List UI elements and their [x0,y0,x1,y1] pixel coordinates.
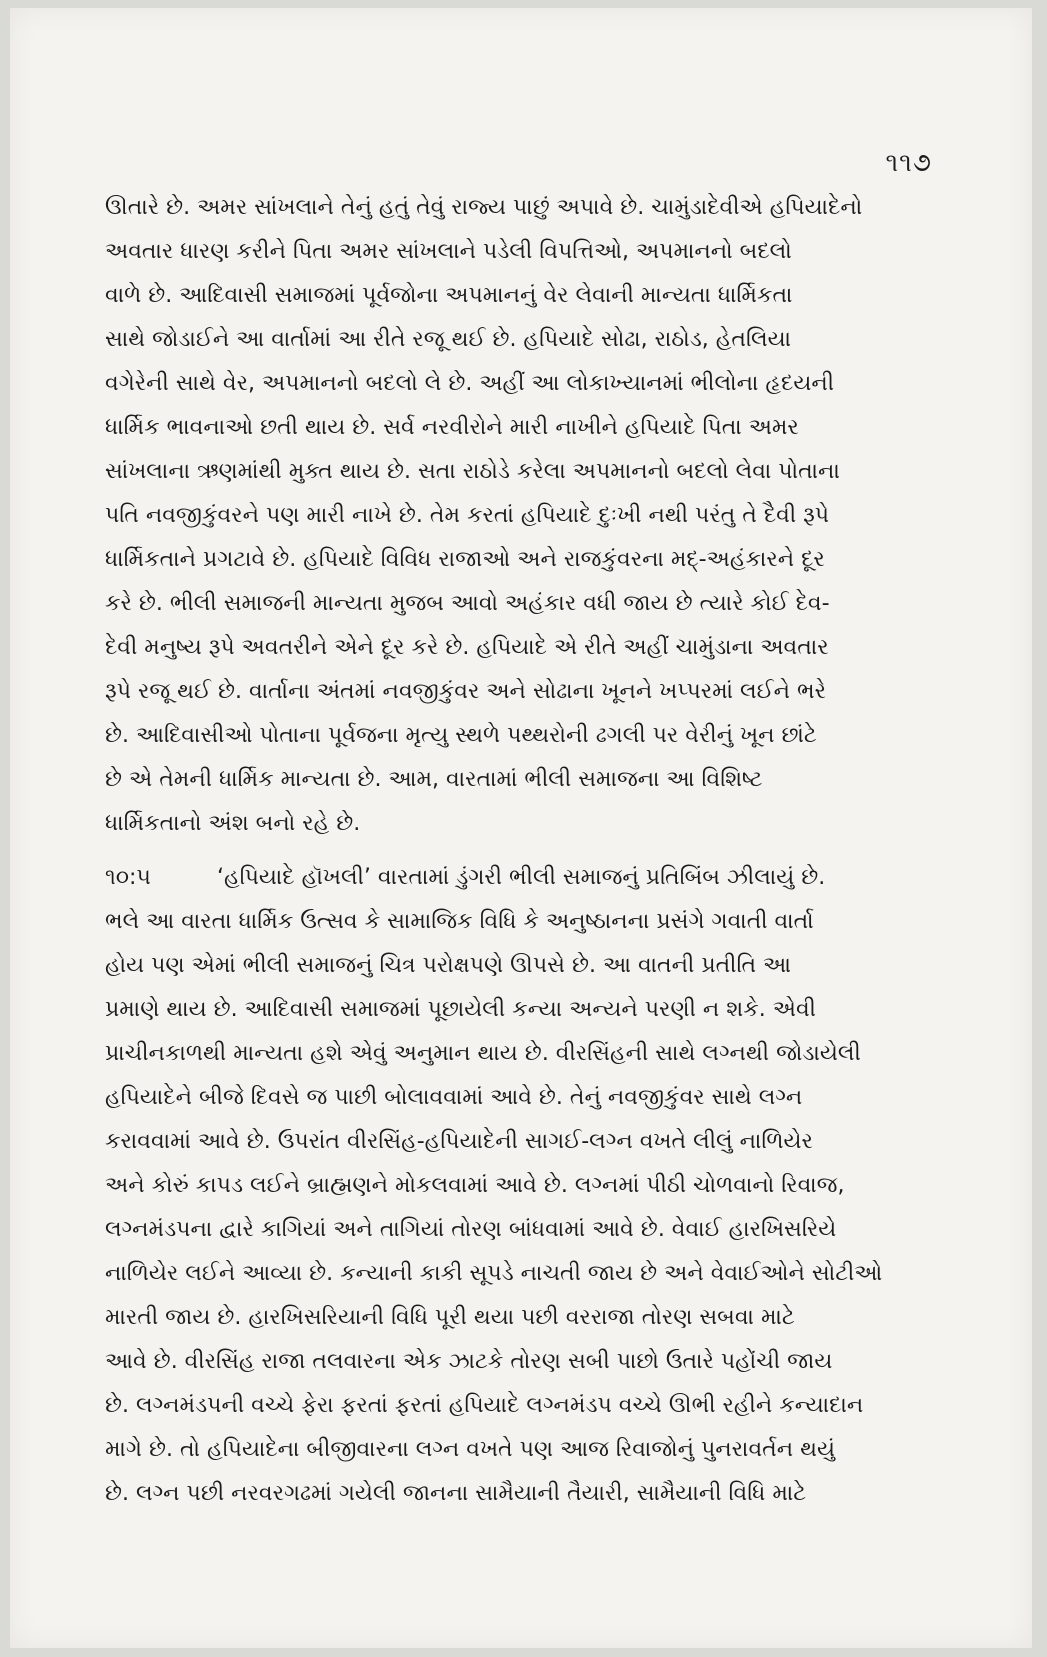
text-line: વગેરેની સાથે વેર, અપમાનનો બદલો લે છે. અહીં આ લોકાખ્યાનમાં ભીલોના હૃદયની [105,371,835,396]
text-line: દેવી મનુષ્ય રૂપે અવતરીને એને દૂર કરે છે. હપિયાદે એ રીતે અહીં ચામુંડાના અવતાર [105,635,829,660]
text-line: આવે છે. વીરસિંહ રાજા તલવારના એક ઝાટકે તોરણ સબી પાછો ઉતારે પહોંચી જાય [105,1349,833,1374]
text-line: સાંખલાના ઋણમાંથી મુક્ત થાય છે. સતા રાઠોડે કરેલા અપમાનનો બદલો લેવા પોતાના [105,459,840,484]
text-line: અવતાર ધારણ કરીને પિતા અમર સાંખલાને પડેલી વિપત્તિઓ, અપમાનનો બદલો [105,239,792,264]
paragraph-number: ૧૦:૫ [105,865,151,890]
text-line: મારતી જાય છે. હારખિસરિયાની વિધિ પૂરી થયા પછી વરરાજા તોરણ સબવા માટે [105,1305,795,1330]
text-line: પતિ નવજીકુંવરને પણ મારી નાખે છે. તેમ કરતાં હપિયાદે દુઃખી નથી પરંતુ તે દૈવી રૂપે [105,503,830,528]
paragraph-2 [105,856,945,1516]
text-line: છે. આદિવાસીઓ પોતાના પૂર્વજના મૃત્યુ સ્થળે પથ્થરોની ઢગલી પર વેરીનું ખૂન છાંટે [105,723,817,748]
book-page [10,8,1032,1648]
text-line: નાળિયેર લઈને આવ્યા છે. કન્યાની કાકી સૂપડે નાચતી જાય છે અને વેવાઈઓને સોટીઓ [105,1261,883,1286]
text-line: અને કોરું કાપડ લઈને બ્રાહ્મણને મોકલવામાં આવે છે. લગ્નમાં પીઠી ચોળવાનો રિવાજ, [105,1173,845,1198]
text-line: કરે છે. ભીલી સમાજની માન્યતા મુજબ આવો અહંકાર વધી જાય છે ત્યારે કોઈ દેવ- [105,591,830,616]
paragraph-1 [105,186,945,846]
text-line: છે. લગ્નમંડપની વચ્ચે ફેરા ફરતાં ફરતાં હપિયાદે લગ્નમંડપ વચ્ચે ઊભી રહીને કન્યાદાન [105,1393,864,1418]
text-line: લગ્નમંડપના દ્વારે કાગિયાં અને તાગિયાં તોરણ બાંધવામાં આવે છે. વેવાઈ હારખિસરિયે [105,1217,837,1242]
paragraph-first-line [105,856,945,900]
text-line: હોય પણ એમાં ભીલી સમાજનું ચિત્ર પરોક્ષપણે ઊપસે છે. આ વાતની પ્રતીતિ આ [105,953,792,978]
text-line: છે. લગ્ન પછી નરવરગઢમાં ગયેલી જાનના સામૈયાની તૈયારી, સામૈયાની વિધિ માટે [105,1481,807,1506]
text-line: ઊતારે છે. અમર સાંખલાને તેનું હતું તેવું રાજ્ય પાછું અપાવે છે. ચામુંડાદેવીએ હપિયાદેનો [105,195,863,220]
text-line: વાળે છે. આદિવાસી સમાજમાં પૂર્વજોના અપમાનનું વેર લેવાની માન્યતા ધાર્મિકતા [105,283,793,308]
text-line: ધાર્મિકતાને પ્રગટાવે છે. હપિયાદે વિવિધ રાજાઓ અને રાજકુંવરના મદ્-અહંકારને દૂર [105,547,825,572]
paragraph-gap [105,846,945,856]
text-line: કરાવવામાં આવે છે. ઉપરાંત વીરસિંહ-હપિયાદેની સાગઈ-લગ્ન વખતે લીલું નાળિયેર [105,1129,813,1154]
text-line: છે એ તેમની ધાર્મિક માન્યતા છે. આમ, વારતામાં ભીલી સમાજના આ વિશિષ્ટ [105,767,763,792]
text-line: ભલે આ વારતા ધાર્મિક ઉત્સવ કે સામાજિક વિધિ કે અનુષ્ઠાનના પ્રસંગે ગવાતી વાર્તા [105,909,814,934]
text-line: પ્રાચીનકાળથી માન્યતા હશે એવું અનુમાન થાય છે. વીરસિંહની સાથે લગ્નથી જોડાયેલી [105,1041,861,1066]
text-line: રૂપે રજૂ થઈ છે. વાર્તાના અંતમાં નવજીકુંવર અને સોઢાના ખૂનને ખપ્પરમાં લઈને ભરે [105,679,827,704]
text-line: સાથે જોડાઈને આ વાર્તામાં આ રીતે રજૂ થઈ છે. હપિયાદે સોઢા, રાઠોડ, હેતલિયા [105,327,792,352]
text-line: ધાર્મિકતાનો અંશ બનો રહે છે. [105,811,361,836]
text-line: ધાર્મિક ભાવનાઓ છતી થાય છે. સર્વ નરવીરોને મારી નાખીને હપિયાદે પિતા અમર [105,415,799,440]
text-line: માગે છે. તો હપિયાદેના બીજીવારના લગ્ન વખતે પણ આજ રિવાજોનું પુનરાવર્તન થયું [105,1437,836,1462]
page-number: ૧૧૭ [885,148,932,178]
text-line: ‘હપિયાદે હૉખલી’ વારતામાં ડુંગરી ભીલી સમાજનું પ્રતિબિંબ ઝીલાયું છે. [217,865,826,890]
body-text [105,186,945,1516]
text-line: હપિયાદેને બીજે દિવસે જ પાછી બોલાવવામાં આવે છે. તેનું નવજીકુંવર સાથે લગ્ન [105,1085,803,1110]
text-line: પ્રમાણે થાય છે. આદિવાસી સમાજમાં પૂછાયેલી કન્યા અન્યને પરણી ન શકે. એવી [105,997,816,1022]
